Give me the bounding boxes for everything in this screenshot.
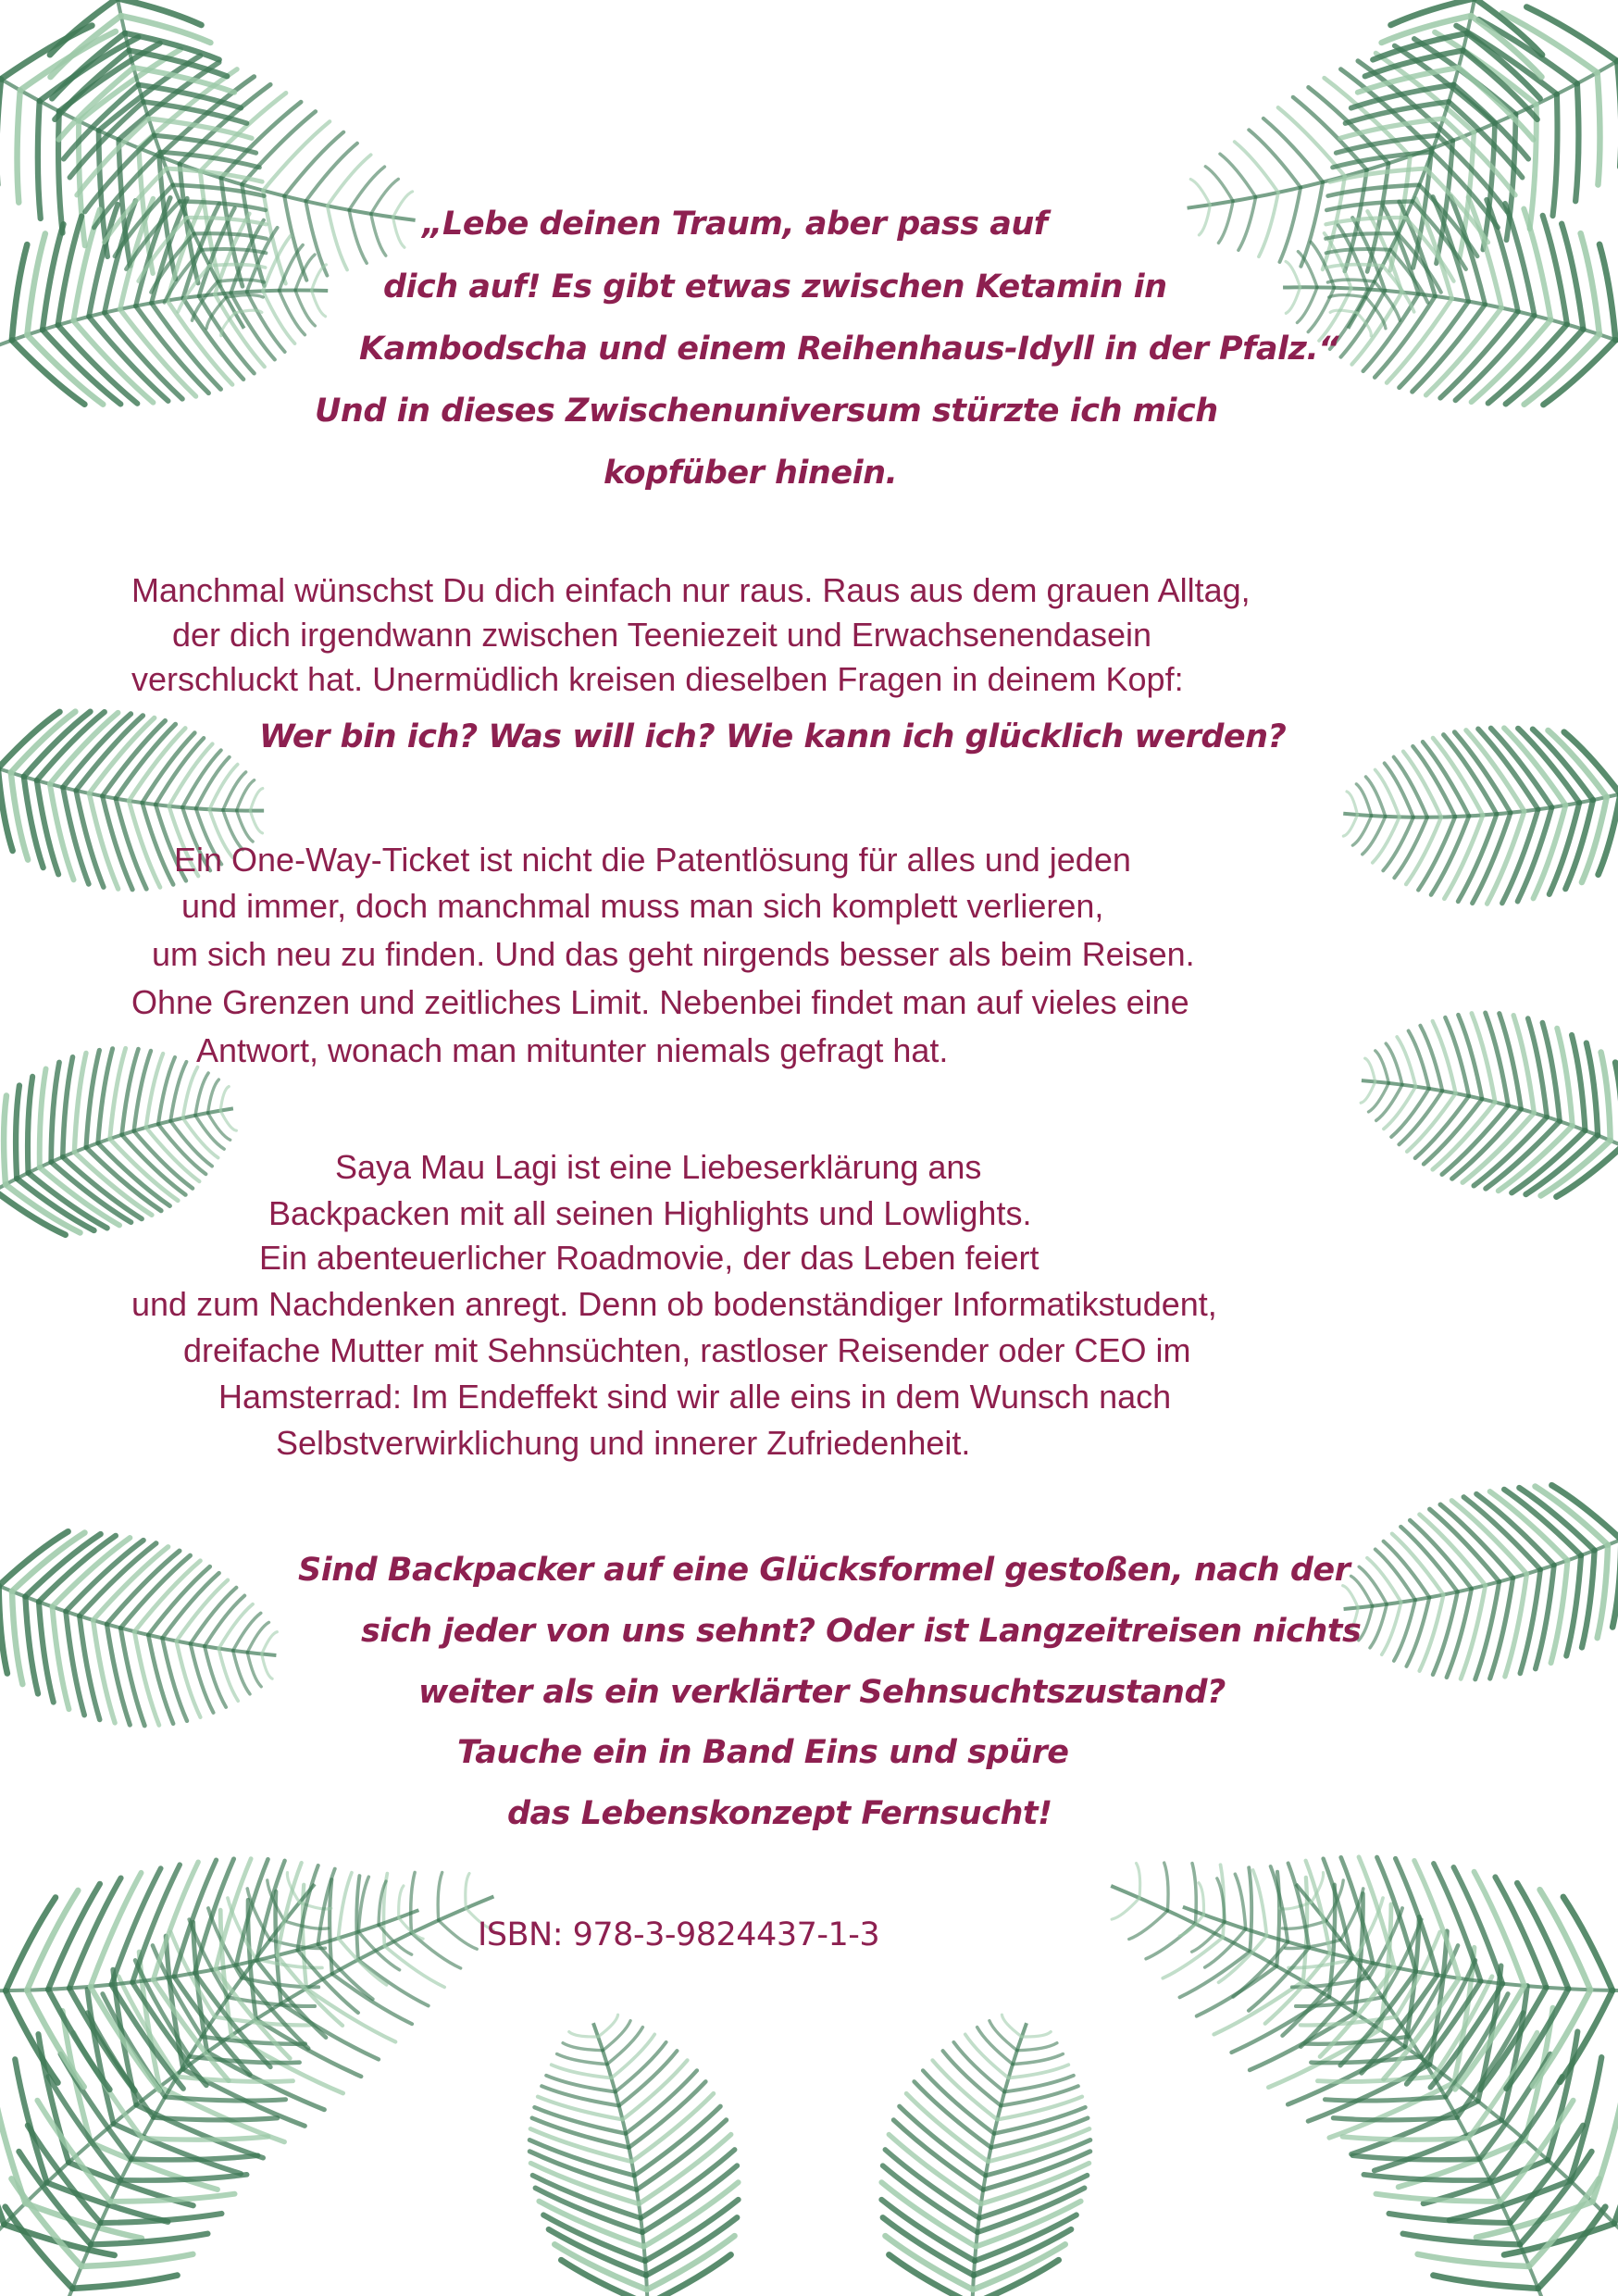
closing-line: sich jeder von uns sehnt? Oder ist Langzeitreisen nichts (361, 1613, 1362, 1650)
closing-line: das Lebenskonzept Fernsucht! (507, 1795, 1052, 1832)
paragraph-line: Hamsterrad: Im Endeffekt sind wir alle eins in dem Wunsch nach (218, 1378, 1172, 1416)
closing-line: weiter als ein verklärter Sehnsuchtszustand? (418, 1674, 1226, 1711)
paragraph-line: Saya Mau Lagi ist eine Liebeserklärung ans (335, 1148, 982, 1186)
paragraph-line: Ohne Grenzen und zeitliches Limit. Nebenbei findet man auf vieles eine (131, 983, 1189, 1021)
isbn: ISBN: 978-3-9824437-1-3 (478, 1916, 880, 1953)
quote-line: dich auf! Es gibt etwas zwischen Ketamin in (383, 268, 1167, 306)
closing-line: Sind Backpacker auf eine Glücksformel gestoßen, nach der (298, 1552, 1350, 1589)
paragraph-line: der dich irgendwann zwischen Teeniezeit und Erwachsenendasein (172, 616, 1152, 654)
paragraph-line: dreifache Mutter mit Sehnsüchten, rastloser Reisender oder CEO im (183, 1331, 1191, 1369)
paragraph-line: und immer, doch manchmal muss man sich komplett verlieren, (181, 887, 1104, 925)
paragraph-line: Selbstverwirklichung und innerer Zufriedenheit. (276, 1424, 971, 1462)
quote-line: „Lebe deinen Traum, aber pass auf (422, 206, 1048, 243)
paragraph-line: Backpacken mit all seinen Highlights und Lowlights. (268, 1194, 1032, 1232)
quote-line: Und in dieses Zwischenuniversum stürzte ich mich (315, 393, 1218, 430)
paragraph-line: um sich neu zu finden. Und das geht nirgends besser als beim Reisen. (152, 935, 1195, 973)
quote-line: kopfüber hinein. (604, 455, 898, 492)
closing-line: Tauche ein in Band Eins und spüre (457, 1734, 1069, 1771)
quote-line: Kambodscha und einem Reihenhaus-Idyll in der Pfalz.“ (359, 331, 1339, 368)
paragraph-line: und zum Nachdenken anregt. Denn ob bodenständiger Informatikstudent, (131, 1285, 1217, 1323)
paragraph-line: Antwort, wonach man mitunter niemals gefragt hat. (196, 1031, 949, 1069)
paragraph-line: Ein abenteuerlicher Roadmovie, der das Leben feiert (259, 1239, 1039, 1277)
questions-line: Wer bin ich? Was will ich? Wie kann ich glücklich werden? (259, 718, 1287, 755)
paragraph-line: verschluckt hat. Unermüdlich kreisen dieselben Fragen in deinem Kopf: (131, 660, 1184, 698)
paragraph-line: Manchmal wünschst Du dich einfach nur raus. Raus aus dem grauen Alltag, (131, 571, 1251, 609)
paragraph-line: Ein One-Way-Ticket ist nicht die Patentlösung für alles und jeden (174, 841, 1131, 879)
